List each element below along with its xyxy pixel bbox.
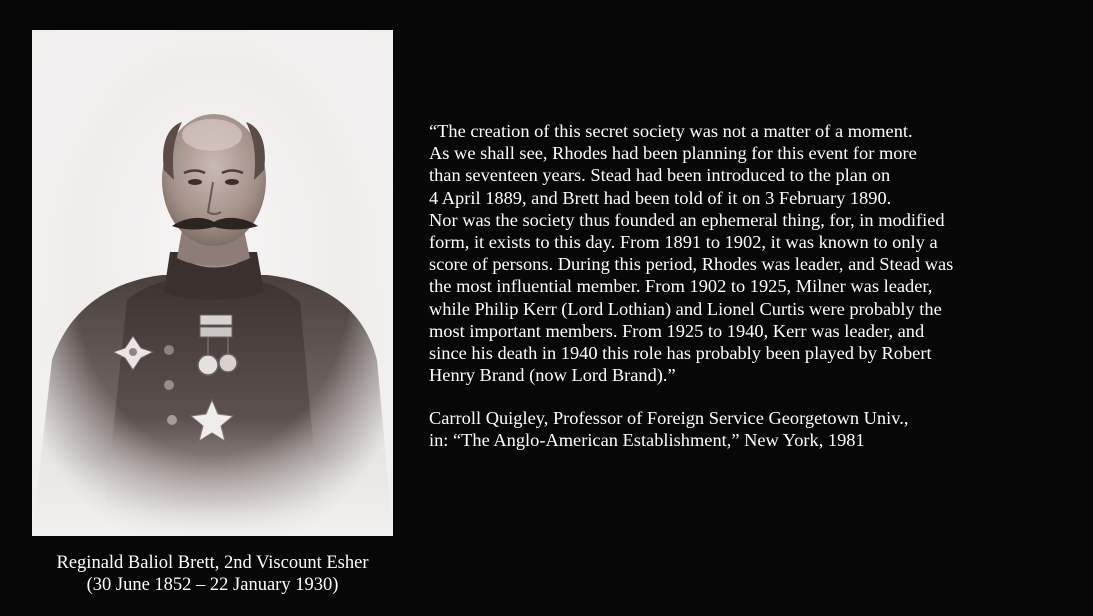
caption-name: Reginald Baliol Brett, 2nd Viscount Esher (56, 553, 369, 573)
caption-dates: (30 June 1852 – 22 January 1930) (86, 575, 339, 595)
portrait-caption (0, 552, 425, 596)
portrait-photo (32, 30, 393, 536)
quote-line: Henry Brand (now Lord Brand).” (429, 365, 676, 386)
attribution-author: Carroll Quigley, Professor of Foreign Service Georgetown Univ., (429, 408, 909, 428)
quote-attribution (429, 407, 1079, 451)
quote-line: most important members. From 1925 to 1940, Kerr was leader, and (429, 320, 925, 341)
quote-line: score of persons. During this period, Rhodes was leader, and Stead was (429, 254, 954, 275)
quote-line: form, it exists to this day. From 1891 to 1902, it was known to only a (429, 232, 938, 253)
quote-line: “The creation of this secret society was not a matter of a moment. (429, 121, 913, 141)
attribution-source: in: “The Anglo-American Establishment,” New York, 1981 (429, 430, 865, 451)
quote-line: the most influential member. From 1902 to 1925, Milner was leader, (429, 276, 933, 297)
quote-line: while Philip Kerr (Lord Lothian) and Lionel Curtis were probably the (429, 298, 942, 319)
quote-block (429, 120, 1079, 386)
portrait-image (32, 30, 393, 536)
quote-line: 4 April 1889, and Brett had been told of it on 3 February 1890. (429, 187, 892, 208)
quote-line: Nor was the society thus founded an ephemeral thing, for, in modified (429, 209, 945, 230)
quote-line: As we shall see, Rhodes had been planning for this event for more (429, 143, 917, 164)
quote-line: since his death in 1940 this role has probably been played by Robert (429, 343, 932, 364)
quote-line: than seventeen years. Stead had been introduced to the plan on (429, 165, 891, 186)
